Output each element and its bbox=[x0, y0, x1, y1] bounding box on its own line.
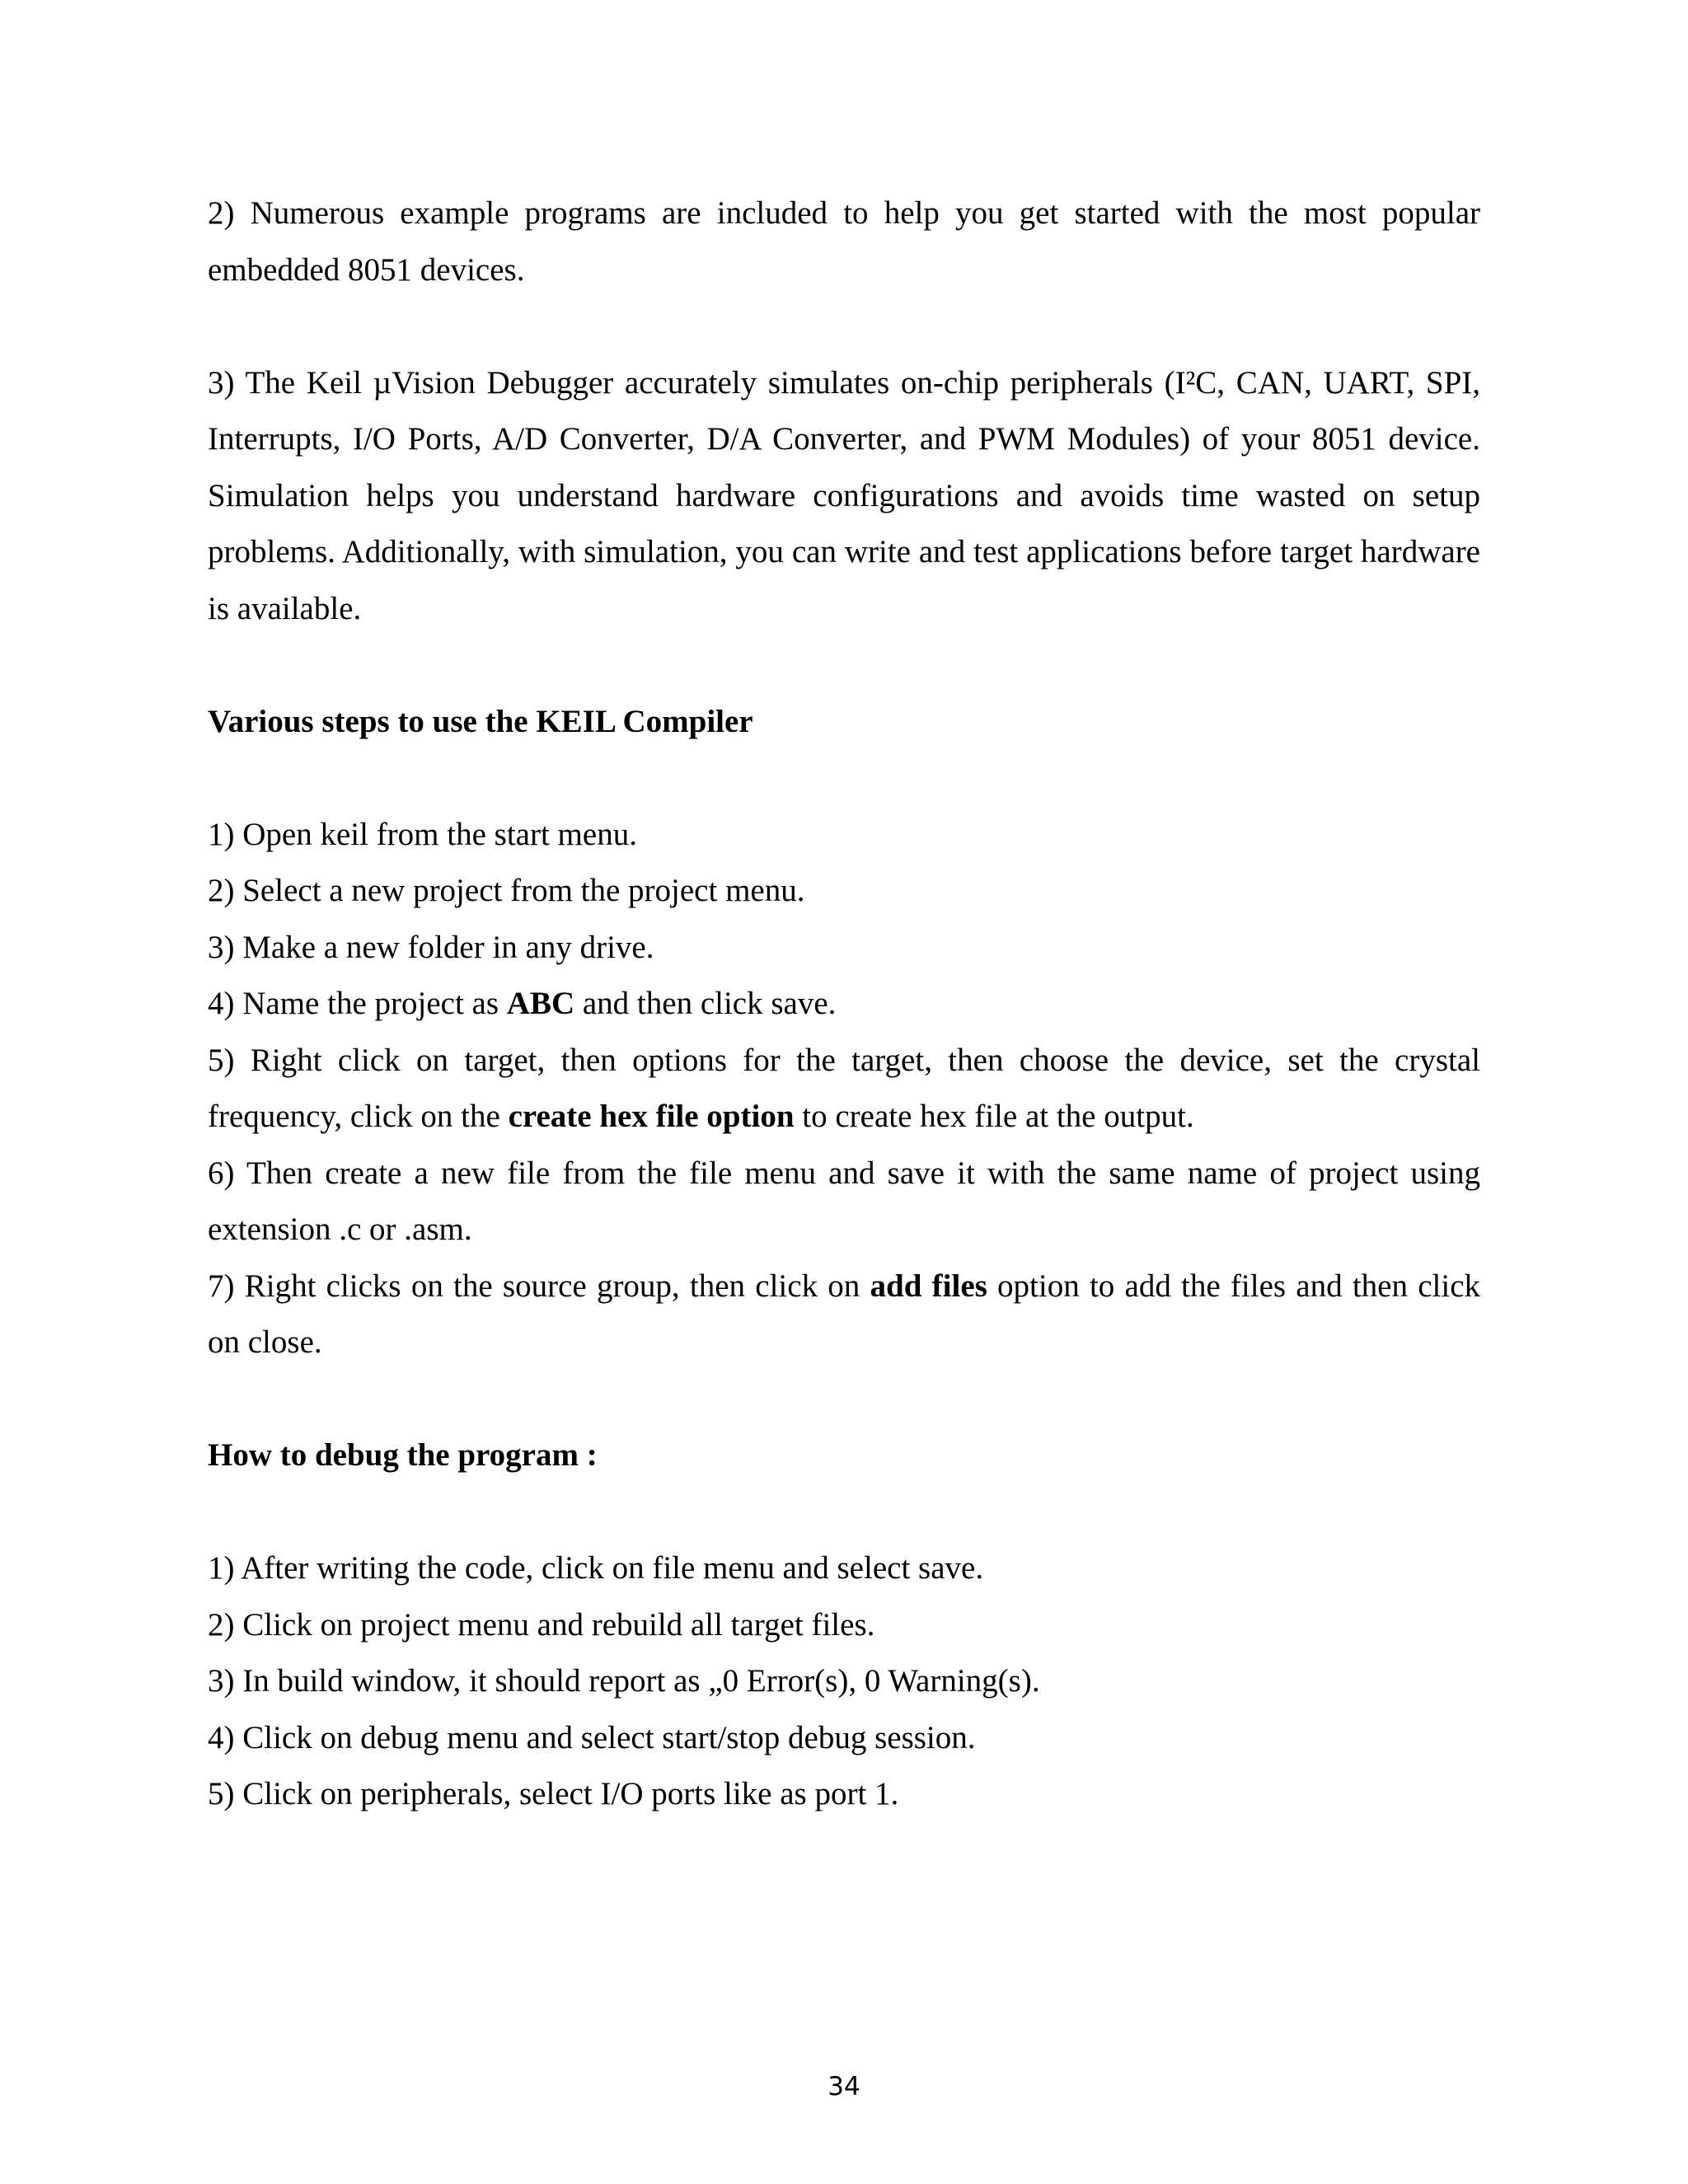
steps-heading: Various steps to use the KEIL Compiler bbox=[208, 703, 753, 739]
debug-item-2: 2) Click on project menu and rebuild all target files. bbox=[208, 1606, 875, 1643]
spacer bbox=[208, 298, 1480, 355]
step-4 bbox=[208, 976, 1480, 1033]
spacer bbox=[208, 637, 1480, 694]
step-5 bbox=[208, 1033, 1480, 1146]
step-3: 3) Make a new folder in any drive. bbox=[208, 929, 654, 965]
spacer bbox=[208, 1371, 1480, 1428]
debug-item-5: 5) Click on peripherals, select I/O ports like as port 1. bbox=[208, 1776, 899, 1811]
step-6: 6) Then create a new file from the file menu and save it with the same name of project using extension .c or .asm. bbox=[208, 1155, 1480, 1247]
step-7-text-before: 7) Right clicks on the source group, then click on bbox=[208, 1268, 870, 1304]
step-7-bold-text: add files bbox=[870, 1268, 987, 1304]
step-5-text-before: 5) Right click on target, then options for the target, then choose the device, set the crystal frequency, click on the bbox=[208, 1042, 1480, 1134]
step-4-bold-text: ABC bbox=[506, 986, 575, 1021]
step-7 bbox=[208, 1258, 1480, 1371]
step-7-text-after: option to add the files and then click on close. bbox=[208, 1268, 1481, 1360]
debug-heading: How to debug the program : bbox=[208, 1437, 598, 1473]
spacer bbox=[208, 1484, 1480, 1541]
page-number: 34 bbox=[828, 2072, 860, 2102]
intro-paragraph-3: 3) The Keil µVision Debugger accurately simulates on-chip peripherals (I²C, CAN, UART, SPI, Interrupts, I/O Ports, A/D Converter, D/A Converter, and PWM Modules) of your 8051 device. Simulation helps you understand hardware configurations and avoids time wasted on setup problems. Additionally, with simulation, you can write and test applications before target hardware is available. bbox=[208, 364, 1480, 626]
debug-item-4: 4) Click on debug menu and select start/stop debug session. bbox=[208, 1719, 976, 1755]
step-4-text-after: and then click save. bbox=[574, 986, 837, 1021]
step-4-text-before: 4) Name the project as bbox=[208, 986, 507, 1021]
step-5-bold-text: create hex file option bbox=[508, 1099, 795, 1134]
step-5-text-after: to create hex file at the output. bbox=[794, 1099, 1194, 1134]
intro-paragraph-2: 2) Numerous example programs are included to help you get started with the most popular embedded 8051 devices. bbox=[208, 195, 1480, 288]
step-2: 2) Select a new project from the project menu. bbox=[208, 873, 805, 908]
spacer bbox=[208, 750, 1480, 807]
debug-item-3: 3) In build window, it should report as „0 Error(s), 0 Warning(s). bbox=[208, 1663, 1040, 1699]
debug-item-1: 1) After writing the code, click on file menu and select save. bbox=[208, 1550, 984, 1586]
page-content bbox=[208, 185, 1480, 1823]
step-1: 1) Open keil from the start menu. bbox=[208, 816, 637, 852]
